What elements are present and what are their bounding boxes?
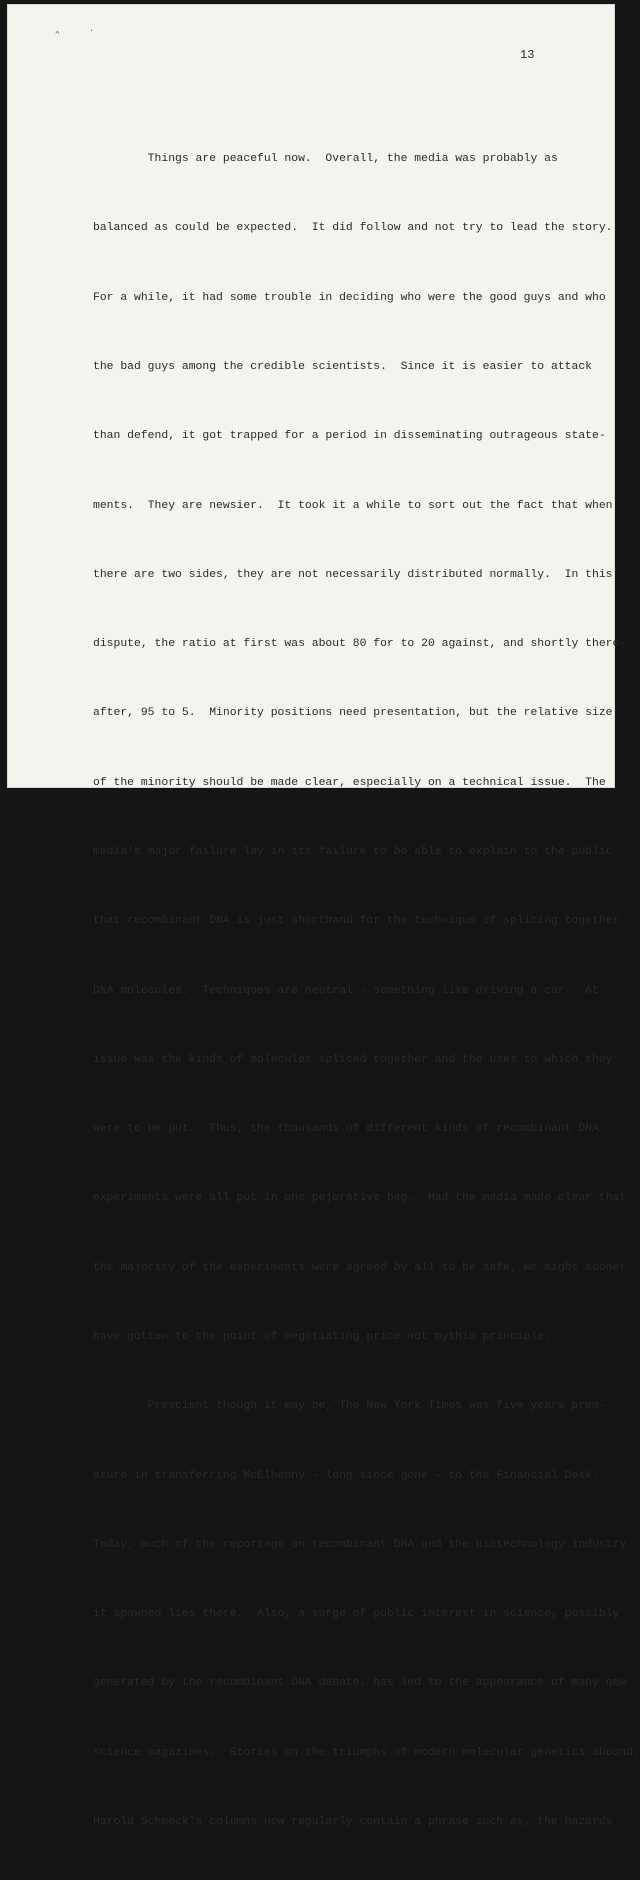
- text-line: Harold Schmeck's columns now regularly contain a phrase such as, the hazards: [93, 1815, 613, 1828]
- text-line: Things are peaceful now. Overall, the media was probably as: [93, 153, 558, 166]
- text-line: Prescient though it may be, The New York Times was five years prem-: [93, 1400, 606, 1413]
- text-line: that recombinant DNA is just shorthand for the technique of splicing together: [93, 915, 620, 928]
- typed-page: [7, 4, 640, 1828]
- text-line: media's major failure lay in its failure to be able to explain to the public: [93, 846, 613, 858]
- text-line: have gotten to the point of negotiating price not mythic principle.: [93, 1330, 551, 1343]
- text-line: issue was the kinds of molecules spliced together and the uses to which they: [93, 1053, 613, 1066]
- text-line: than defend, it got trapped for a period in disseminating outrageous state-: [93, 430, 606, 443]
- text-line: dispute, the ratio at first was about 80 for to 20 against, and shortly there-: [93, 638, 627, 651]
- text-line: it spawned lies there. Also, a surge of public interest in science, possibly: [93, 1608, 620, 1621]
- text-line: experiments were all put in one pejorative bag. Had the media made clear that: [93, 1192, 627, 1205]
- text-line: there are two sides, they are not necessarily distributed normally. In this: [93, 568, 613, 581]
- text-line: ature in transferring McElhenny - long since gone - to the Financial Desk.: [93, 1469, 599, 1482]
- text-line: of the minority should be made clear, especially on a technical issue. The: [93, 776, 606, 789]
- text-line: ments. They are newsier. It took it a while to sort out the fact that when: [93, 499, 613, 512]
- text-line: Today, much of the reportage on recombinant DNA and the biotechnology industry: [93, 1538, 627, 1551]
- text-line: For a while, it had some trouble in deciding who were the good guys and who: [93, 291, 606, 304]
- text-line: after, 95 to 5. Minority positions need presentation, but the relative size: [93, 707, 613, 720]
- page-number: 13: [520, 48, 535, 62]
- body-text: [93, 102, 640, 1880]
- stray-dot-mark: ·: [89, 26, 94, 35]
- text-line: the majority of the experiments were agreed by all to be safe, we might sooner: [93, 1261, 627, 1274]
- stray-caret-mark: ^: [55, 30, 60, 39]
- text-line: DNA molecules. Techniques are neutral - something like driving a car. At: [93, 984, 599, 997]
- text-line: the bad guys among the credible scientists. Since it is easier to attack: [93, 361, 592, 374]
- text-line: balanced as could be expected. It did follow and not try to lead the story.: [93, 222, 613, 235]
- text-line: science magazines. Stories on the triumphs of modern molecular genetics abound.: [93, 1746, 640, 1759]
- text-line: were to be put. Thus, the thousands of different kinds of recombinant DNA: [93, 1123, 599, 1136]
- text-line: generated by the recombinant DNA debate, has led to the appearance of many new: [93, 1677, 627, 1690]
